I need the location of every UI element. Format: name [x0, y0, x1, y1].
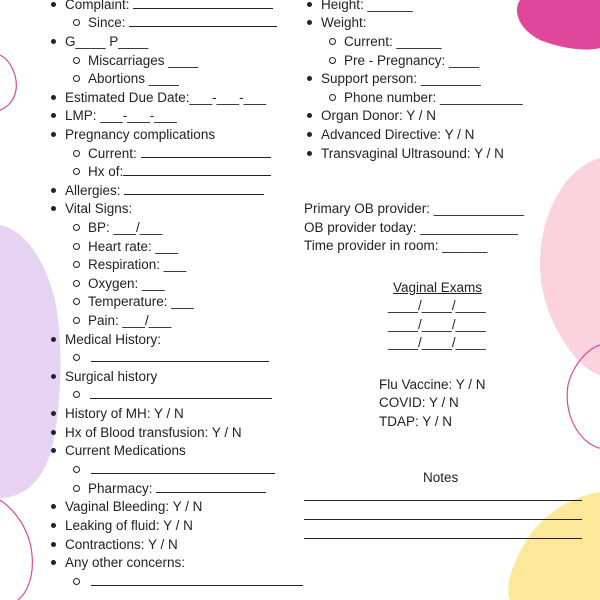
current-meds-row [65, 442, 186, 459]
miscarriages-label: Miscarriages ____ [88, 53, 199, 68]
height-label: Height: ______ [321, 0, 413, 12]
lavender-blob [0, 225, 60, 498]
surgical-history-field-row [88, 386, 272, 403]
transvaginal-row [321, 145, 504, 162]
temperature-row [88, 293, 194, 310]
bp-row [88, 219, 162, 236]
meds-field[interactable] [91, 461, 275, 474]
weight-label: Weight: [321, 15, 367, 30]
hx-row [88, 163, 271, 180]
other-concerns-field[interactable] [91, 573, 303, 586]
preg-comp-label: Pregnancy complications [65, 127, 216, 142]
medical-history-field-row [88, 349, 269, 366]
yellow-blob [508, 492, 600, 600]
edd-label: Estimated Due Date:___-___-___ [65, 90, 267, 105]
exam-row-3: ____/____/____ [388, 335, 486, 350]
complaint-label: Complaint: [65, 0, 130, 12]
pink-outline-left [0, 55, 16, 110]
surgical-history-label: Surgical history [65, 369, 158, 384]
oxygen-label: Oxygen: ___ [88, 276, 165, 291]
respiration-row [88, 256, 186, 273]
edd-row [65, 89, 266, 106]
covid: COVID: Y / N [379, 395, 459, 410]
hx-blood-row [65, 424, 242, 441]
leaking-row [65, 517, 193, 534]
ob-today: OB provider today: _____________ [304, 220, 518, 235]
notes-line-3[interactable] [304, 538, 582, 539]
current-meds-label: Current Medications [65, 443, 186, 458]
since-row [88, 14, 277, 31]
vaginal-bleeding-row [65, 498, 202, 515]
heart-rate-row [88, 238, 178, 255]
primary-ob: Primary OB provider: ____________ [304, 201, 524, 216]
pharmacy-field[interactable] [156, 480, 266, 493]
contractions-label: Contractions: Y / N [65, 537, 178, 552]
weight-row [321, 14, 367, 31]
exam-row-2: ____/____/____ [388, 317, 486, 332]
history-mh-row [65, 405, 184, 422]
other-concerns-row [65, 554, 185, 571]
vaginal-bleeding-label: Vaginal Bleeding: Y / N [65, 499, 203, 514]
respiration-label: Respiration: ___ [88, 257, 187, 272]
leaking-label: Leaking of fluid: Y / N [65, 518, 193, 533]
phone-label: Phone number: ___________ [344, 90, 523, 105]
current-label: Current: [88, 146, 137, 161]
bp-label: BP: ___/___ [88, 220, 163, 235]
allergies-field[interactable] [124, 182, 264, 195]
weight-current-label: Current: ______ [344, 34, 442, 49]
support-person-row [321, 70, 481, 87]
heart-rate-label: Heart rate: ___ [88, 239, 179, 254]
miscarriages-row [88, 52, 198, 69]
notes-line-2[interactable] [304, 519, 582, 520]
gp-label: G____ P____ [65, 34, 149, 49]
pink-outline-bottom-left [0, 500, 32, 600]
current-row [88, 145, 271, 162]
flu-vaccine: Flu Vaccine: Y / N [379, 377, 486, 392]
surgical-history-row [65, 368, 157, 385]
abortions-row [88, 70, 179, 87]
pink-blob [517, 0, 600, 50]
history-mh-label: History of MH: Y / N [65, 406, 184, 421]
hx-field[interactable] [123, 163, 271, 176]
organ-donor-label: Organ Donor: Y / N [321, 108, 437, 123]
vitals-label: Vital Signs: [65, 201, 133, 216]
surgical-history-field[interactable] [90, 386, 272, 399]
since-label: Since: [88, 15, 126, 30]
organ-donor-row [321, 107, 436, 124]
weight-current-row [344, 33, 442, 50]
advanced-directive-label: Advanced Directive: Y / N [321, 127, 475, 142]
complaint-field[interactable] [133, 0, 273, 9]
pain-row [88, 312, 171, 329]
since-field[interactable] [129, 14, 277, 27]
medical-history-field[interactable] [91, 349, 269, 362]
notes-title: Notes [423, 470, 459, 485]
medical-history-row [65, 331, 161, 348]
pre-pregnancy-label: Pre - Pregnancy: ____ [344, 53, 480, 68]
abortions-label: Abortions ____ [88, 71, 179, 86]
gp-row [65, 33, 148, 50]
hx-label: Hx of: [88, 164, 124, 179]
meds-field-row [88, 461, 275, 478]
complaint-row [65, 0, 273, 13]
lightpink-blob [540, 158, 600, 375]
temperature-label: Temperature: ___ [88, 294, 194, 309]
current-field[interactable] [141, 145, 271, 158]
advanced-directive-row [321, 126, 474, 143]
pain-label: Pain: ___/___ [88, 313, 172, 328]
pre-pregnancy-row [344, 52, 479, 69]
preg-comp-row [65, 126, 215, 143]
other-concerns-label: Any other concerns: [65, 555, 186, 570]
phone-row [344, 89, 523, 106]
lmp-row [65, 107, 177, 124]
pharmacy-label: Pharmacy: [88, 481, 153, 496]
lmp-label: LMP: ___-___-___ [65, 108, 177, 123]
pharmacy-row [88, 480, 266, 497]
time-provider: Time provider in room: ______ [304, 238, 488, 253]
medical-history-label: Medical History: [65, 332, 162, 347]
height-row [321, 0, 413, 13]
exam-row-1: ____/____/____ [388, 298, 486, 313]
vaginal-exams-title: Vaginal Exams [393, 280, 483, 295]
contractions-row [65, 536, 178, 553]
transvaginal-label: Transvaginal Ultrasound: Y / N [321, 146, 504, 161]
vitals-row [65, 200, 132, 217]
support-person-label: Support person: ________ [321, 71, 481, 86]
tdap: TDAP: Y / N [379, 414, 453, 429]
allergies-row [65, 182, 264, 199]
hx-blood-label: Hx of Blood transfusion: Y / N [65, 425, 242, 440]
other-concerns-field-row [88, 573, 303, 590]
notes-line-1[interactable] [304, 500, 582, 501]
oxygen-row [88, 275, 165, 292]
allergies-label: Allergies: [65, 183, 121, 198]
